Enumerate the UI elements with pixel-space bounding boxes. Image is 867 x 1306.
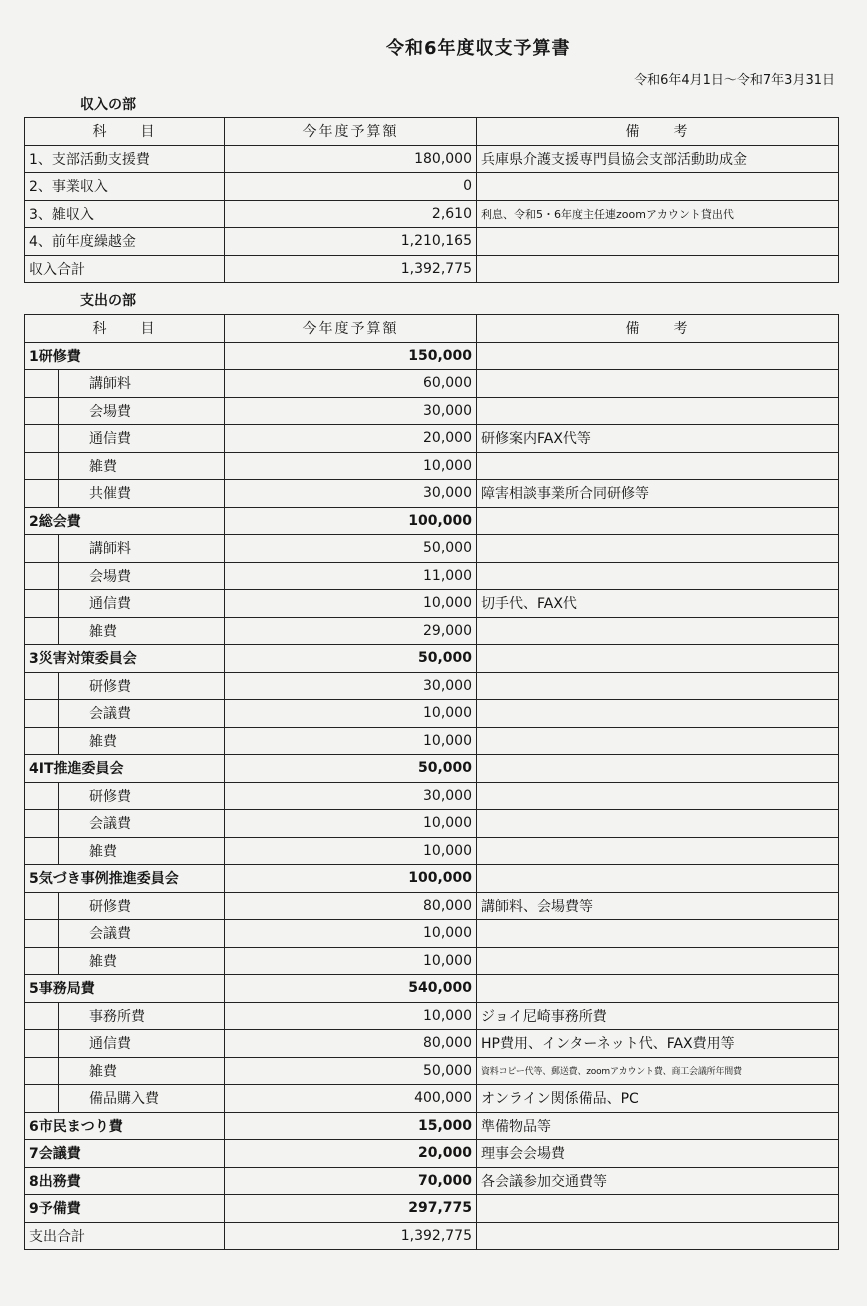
expense-subitem: 研修費	[59, 672, 225, 700]
document-title: 令和6年度収支予算書	[386, 38, 571, 59]
income-note: 兵庫県介護支援専門員協会支部活動助成金	[477, 145, 839, 173]
expense-total-amount: 1,392,775	[225, 1222, 477, 1250]
expense-indent-spacer	[25, 397, 59, 425]
expense-category-note: 各会議参加交通費等	[477, 1167, 839, 1195]
expense-subitem-row	[25, 920, 839, 948]
expense-subitem-note: 切手代、FAX代	[477, 590, 839, 618]
expense-category-row	[25, 975, 839, 1003]
expense-category-amount: 150,000	[225, 342, 477, 370]
expense-total-note	[477, 1222, 839, 1250]
expense-category-note	[477, 1195, 839, 1223]
expense-subitem-amount: 50,000	[225, 535, 477, 563]
expense-indent-spacer	[25, 452, 59, 480]
expense-header-item: 科 目	[25, 315, 225, 343]
expense-subitem-amount: 50,000	[225, 1057, 477, 1085]
income-note	[477, 173, 839, 201]
expense-category-amount: 297,775	[225, 1195, 477, 1223]
income-item: 4、前年度繰越金	[25, 228, 225, 256]
expense-subitem-note: 研修案内FAX代等	[477, 425, 839, 453]
expense-category-amount: 100,000	[225, 507, 477, 535]
expense-subitem-amount: 10,000	[225, 837, 477, 865]
expense-header-row	[25, 315, 839, 343]
expense-subitem-note	[477, 562, 839, 590]
expense-subitem-row	[25, 672, 839, 700]
income-row	[25, 145, 839, 173]
expense-subitem-amount: 10,000	[225, 727, 477, 755]
expense-subitem-note	[477, 672, 839, 700]
expense-subitem: 事務所費	[59, 1002, 225, 1030]
income-table	[24, 117, 839, 283]
expense-category-amount: 70,000	[225, 1167, 477, 1195]
expense-subitem: 共催費	[59, 480, 225, 508]
income-total-row	[25, 255, 839, 283]
expense-subitem-note	[477, 397, 839, 425]
expense-subitem: 会場費	[59, 562, 225, 590]
expense-subitem-row	[25, 1085, 839, 1113]
expense-category-item: 3災害対策委員会	[25, 645, 225, 673]
expense-subitem-row	[25, 535, 839, 563]
expense-subitem-amount: 10,000	[225, 1002, 477, 1030]
expense-subitem-note	[477, 370, 839, 398]
expense-subitem-amount: 80,000	[225, 892, 477, 920]
expense-subitem-row	[25, 947, 839, 975]
expense-total-label: 支出合計	[25, 1222, 225, 1250]
expense-category-item: 4IT推進委員会	[25, 755, 225, 783]
income-item: 3、雑収入	[25, 200, 225, 228]
expense-category-amount: 50,000	[225, 755, 477, 783]
expense-indent-spacer	[25, 1085, 59, 1113]
expense-subitem-note: HP費用、インターネット代、FAX費用等	[477, 1030, 839, 1058]
expense-indent-spacer	[25, 920, 59, 948]
expense-category-amount: 540,000	[225, 975, 477, 1003]
expense-indent-spacer	[25, 370, 59, 398]
expense-total-row	[25, 1222, 839, 1250]
expense-indent-spacer	[25, 425, 59, 453]
expense-subitem-amount: 10,000	[225, 810, 477, 838]
expense-subitem: 会議費	[59, 920, 225, 948]
expense-subitem-amount: 30,000	[225, 480, 477, 508]
expense-subitem-row	[25, 1030, 839, 1058]
income-row	[25, 228, 839, 256]
expense-indent-spacer	[25, 700, 59, 728]
expense-subitem-row	[25, 810, 839, 838]
expense-subitem-row	[25, 1057, 839, 1085]
expense-subitem-row	[25, 892, 839, 920]
expense-subitem-row	[25, 480, 839, 508]
expense-indent-spacer	[25, 1057, 59, 1085]
expense-category-note: 理事会会場費	[477, 1140, 839, 1168]
expense-subitem-note	[477, 810, 839, 838]
expense-category-item: 8出務費	[25, 1167, 225, 1195]
expense-subitem-note	[477, 700, 839, 728]
expense-subitem-row	[25, 700, 839, 728]
expense-category-row	[25, 1140, 839, 1168]
expense-subitem: 講師料	[59, 535, 225, 563]
expense-indent-spacer	[25, 590, 59, 618]
fiscal-period: 令和6年4月1日～令和7年3月31日	[634, 73, 835, 88]
expense-category-row	[25, 1167, 839, 1195]
expense-subitem-amount: 20,000	[225, 425, 477, 453]
income-row	[25, 200, 839, 228]
expense-subitem-note: 資料コピー代等、郵送費、zoomアカウント費、商工会議所年間費	[477, 1057, 839, 1085]
expense-subitem: 雑費	[59, 947, 225, 975]
expense-subitem: 通信費	[59, 590, 225, 618]
expense-subitem-amount: 30,000	[225, 672, 477, 700]
expense-indent-spacer	[25, 1030, 59, 1058]
expense-category-item: 2総会費	[25, 507, 225, 535]
expense-category-row	[25, 865, 839, 893]
expense-category-amount: 100,000	[225, 865, 477, 893]
expense-subitem-note	[477, 782, 839, 810]
income-item: 1、支部活動支援費	[25, 145, 225, 173]
expense-subitem-row	[25, 452, 839, 480]
expense-header-amount: 今年度予算額	[225, 315, 477, 343]
expense-category-note: 準備物品等	[477, 1112, 839, 1140]
expense-indent-spacer	[25, 480, 59, 508]
expense-subitem-row	[25, 562, 839, 590]
expense-category-row	[25, 507, 839, 535]
expense-indent-spacer	[25, 535, 59, 563]
expense-subitem-row	[25, 1002, 839, 1030]
expense-category-note	[477, 645, 839, 673]
expense-subitem-amount: 11,000	[225, 562, 477, 590]
income-note	[477, 228, 839, 256]
expense-indent-spacer	[25, 947, 59, 975]
expense-category-item: 7会議費	[25, 1140, 225, 1168]
expense-category-amount: 15,000	[225, 1112, 477, 1140]
income-note: 利息、令和5・6年度主任連zoomアカウント貸出代	[477, 200, 839, 228]
income-amount: 0	[225, 173, 477, 201]
expense-subitem-amount: 400,000	[225, 1085, 477, 1113]
expense-category-row	[25, 645, 839, 673]
expense-subitem-note	[477, 617, 839, 645]
expense-indent-spacer	[25, 672, 59, 700]
expense-subitem-row	[25, 782, 839, 810]
expense-indent-spacer	[25, 562, 59, 590]
expense-category-amount: 20,000	[225, 1140, 477, 1168]
expense-subitem-amount: 10,000	[225, 920, 477, 948]
expense-category-item: 5事務局費	[25, 975, 225, 1003]
expense-subitem-note	[477, 837, 839, 865]
expense-subitem: 通信費	[59, 1030, 225, 1058]
income-item: 2、事業収入	[25, 173, 225, 201]
income-total-label: 収入合計	[25, 255, 225, 283]
expense-category-note	[477, 342, 839, 370]
expense-category-row	[25, 1195, 839, 1223]
expense-subitem: 雑費	[59, 1057, 225, 1085]
expense-indent-spacer	[25, 617, 59, 645]
expense-subitem-amount: 30,000	[225, 782, 477, 810]
expense-subitem: 会議費	[59, 700, 225, 728]
expense-indent-spacer	[25, 727, 59, 755]
expense-subitem-note: ジョイ尼崎事務所費	[477, 1002, 839, 1030]
expense-indent-spacer	[25, 782, 59, 810]
expense-category-note	[477, 507, 839, 535]
expense-subitem-row	[25, 370, 839, 398]
expense-header-note: 備 考	[477, 315, 839, 343]
expense-subitem-amount: 10,000	[225, 700, 477, 728]
expense-category-row	[25, 755, 839, 783]
income-total-note	[477, 255, 839, 283]
income-header-item: 科 目	[25, 118, 225, 146]
income-amount: 180,000	[225, 145, 477, 173]
expense-subitem: 備品購入費	[59, 1085, 225, 1113]
expense-category-item: 6市民まつり費	[25, 1112, 225, 1140]
expense-category-item: 1研修費	[25, 342, 225, 370]
income-amount: 2,610	[225, 200, 477, 228]
income-total-amount: 1,392,775	[225, 255, 477, 283]
expense-subitem-row	[25, 727, 839, 755]
expense-indent-spacer	[25, 892, 59, 920]
expense-subitem-note: オンライン関係備品、PC	[477, 1085, 839, 1113]
expense-subitem-amount: 30,000	[225, 397, 477, 425]
income-row	[25, 173, 839, 201]
income-header-amount: 今年度予算額	[225, 118, 477, 146]
expense-subitem: 会議費	[59, 810, 225, 838]
expense-subitem: 雑費	[59, 617, 225, 645]
expense-indent-spacer	[25, 1002, 59, 1030]
expense-subitem: 会場費	[59, 397, 225, 425]
expense-subitem: 雑費	[59, 452, 225, 480]
expense-category-row	[25, 1112, 839, 1140]
expense-subitem-amount: 29,000	[225, 617, 477, 645]
expense-category-item: 5気づき事例推進委員会	[25, 865, 225, 893]
expense-subitem-amount: 10,000	[225, 452, 477, 480]
income-section-label: 収入の部	[80, 97, 136, 113]
expense-subitem-note	[477, 535, 839, 563]
expense-subitem-note: 講師料、会場費等	[477, 892, 839, 920]
expense-section-label: 支出の部	[80, 293, 136, 309]
income-header-note: 備 考	[477, 118, 839, 146]
expense-subitem-note	[477, 727, 839, 755]
expense-subitem: 雑費	[59, 727, 225, 755]
expense-subitem-row	[25, 837, 839, 865]
expense-table	[24, 314, 839, 1250]
expense-indent-spacer	[25, 837, 59, 865]
expense-body	[25, 342, 839, 1250]
expense-subitem-note	[477, 920, 839, 948]
income-amount: 1,210,165	[225, 228, 477, 256]
income-header-row	[25, 118, 839, 146]
expense-subitem-row	[25, 425, 839, 453]
expense-subitem: 研修費	[59, 892, 225, 920]
expense-subitem-amount: 80,000	[225, 1030, 477, 1058]
expense-subitem-row	[25, 397, 839, 425]
expense-subitem-row	[25, 590, 839, 618]
expense-subitem-amount: 60,000	[225, 370, 477, 398]
expense-subitem-note	[477, 947, 839, 975]
expense-subitem-row	[25, 617, 839, 645]
expense-subitem-amount: 10,000	[225, 590, 477, 618]
expense-subitem: 通信費	[59, 425, 225, 453]
expense-category-note	[477, 865, 839, 893]
expense-category-amount: 50,000	[225, 645, 477, 673]
expense-category-item: 9予備費	[25, 1195, 225, 1223]
expense-subitem: 講師料	[59, 370, 225, 398]
expense-subitem: 雑費	[59, 837, 225, 865]
expense-category-row	[25, 342, 839, 370]
expense-subitem-amount: 10,000	[225, 947, 477, 975]
expense-category-note	[477, 755, 839, 783]
expense-subitem-note: 障害相談事業所合同研修等	[477, 480, 839, 508]
expense-subitem-note	[477, 452, 839, 480]
expense-indent-spacer	[25, 810, 59, 838]
expense-category-note	[477, 975, 839, 1003]
expense-subitem: 研修費	[59, 782, 225, 810]
